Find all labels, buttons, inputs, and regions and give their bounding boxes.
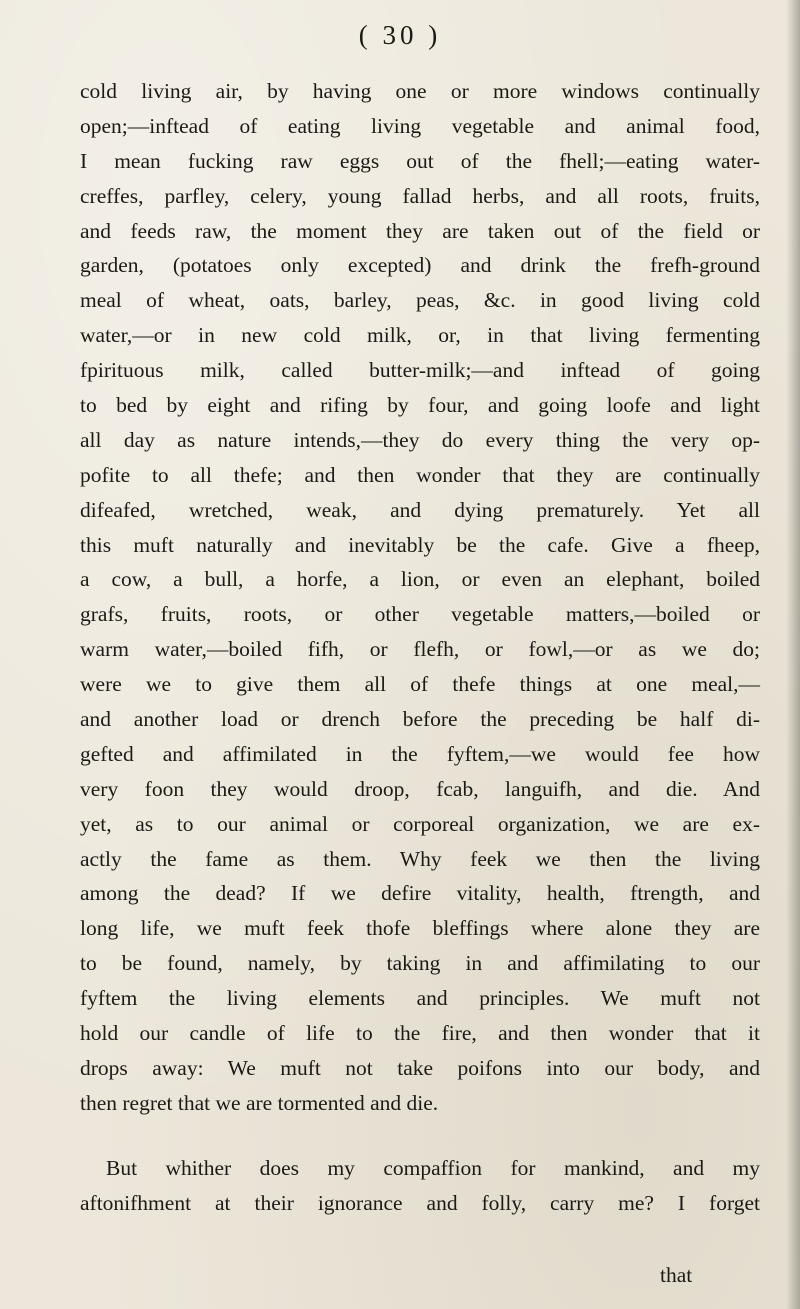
text-line: fpirituous milk, called butter-milk;—and inftead of going xyxy=(80,358,760,383)
text-line: fyftem the living elements and principles. We muft not xyxy=(80,986,760,1011)
paragraph-1 xyxy=(80,74,760,1121)
catchword: that xyxy=(660,1263,693,1287)
text-line: a cow, a bull, a horfe, a lion, or even an elephant, boiled xyxy=(80,567,760,592)
text-line: very foon they would droop, fcab, languifh, and die. And xyxy=(80,776,760,801)
text-line: actly the fame as them. Why feek we then the living xyxy=(80,846,760,871)
page-number: ( 30 ) xyxy=(358,20,442,50)
text-line: pofite to all thefe; and then wonder that they are continually xyxy=(80,462,760,487)
text-line: But whither does my compaffion for mankind, and my xyxy=(106,1155,760,1180)
text-line: gefted and affimilated in the fyftem,—we would fee how xyxy=(80,741,760,766)
text-line: yet, as to our animal or corporeal organization, we are ex- xyxy=(80,811,760,836)
text-line: meal of wheat, oats, barley, peas, &c. in good living cold xyxy=(80,288,760,313)
text-line: water,—or in new cold milk, or, in that living fermenting xyxy=(80,323,760,348)
text-line: drops away: We muft not take poifons into our body, and xyxy=(80,1055,760,1080)
text-line: cold living air, by having one or more windows continually xyxy=(80,79,760,103)
text-line: hold our candle of life to the fire, and then wonder that it xyxy=(80,1021,760,1046)
body-text xyxy=(80,74,760,1221)
text-line: all day as nature intends,—they do every thing the very op- xyxy=(80,427,760,452)
text-line: to be found, namely, by taking in and affimilating to our xyxy=(80,951,760,976)
text-line: I mean fucking raw eggs out of the fhell;—eating water- xyxy=(80,148,760,173)
text-line: and feeds raw, the moment they are taken out of the field or xyxy=(80,218,760,243)
page-edge-shadow xyxy=(786,0,800,1309)
text-line: to bed by eight and rifing by four, and going loofe and light xyxy=(80,393,760,418)
text-line: warm water,—boiled fifh, or flefh, or fowl,—or as we do; xyxy=(80,637,760,662)
text-line: creffes, parfley, celery, young fallad herbs, and all roots, fruits, xyxy=(80,183,760,208)
text-line: and another load or drench before the preceding be half di- xyxy=(80,707,760,732)
text-line: grafs, fruits, roots, or other vegetable matters,—boiled or xyxy=(80,602,760,627)
text-line: long life, we muft feek thofe bleffings where alone they are xyxy=(80,916,760,941)
paragraph-gap xyxy=(80,1121,760,1151)
text-line: difeafed, wretched, weak, and dying prematurely. Yet all xyxy=(80,497,760,522)
text-line: this muft naturally and inevitably be the cafe. Give a fheep, xyxy=(80,532,760,557)
text-line: were we to give them all of thefe things at one meal,— xyxy=(80,672,760,697)
text-line: among the dead? If we defire vitality, health, ftrength, and xyxy=(80,881,760,906)
text-line: garden, (potatoes only excepted) and drink the frefh-ground xyxy=(80,253,760,278)
text-line: then regret that we are tormented and die. xyxy=(80,1090,439,1115)
paragraph-2 xyxy=(80,1151,760,1221)
text-line: open;—inftead of eating living vegetable and animal food, xyxy=(80,113,760,138)
text-line: aftonifhment at their ignorance and folly, carry me? I forget xyxy=(80,1190,760,1215)
